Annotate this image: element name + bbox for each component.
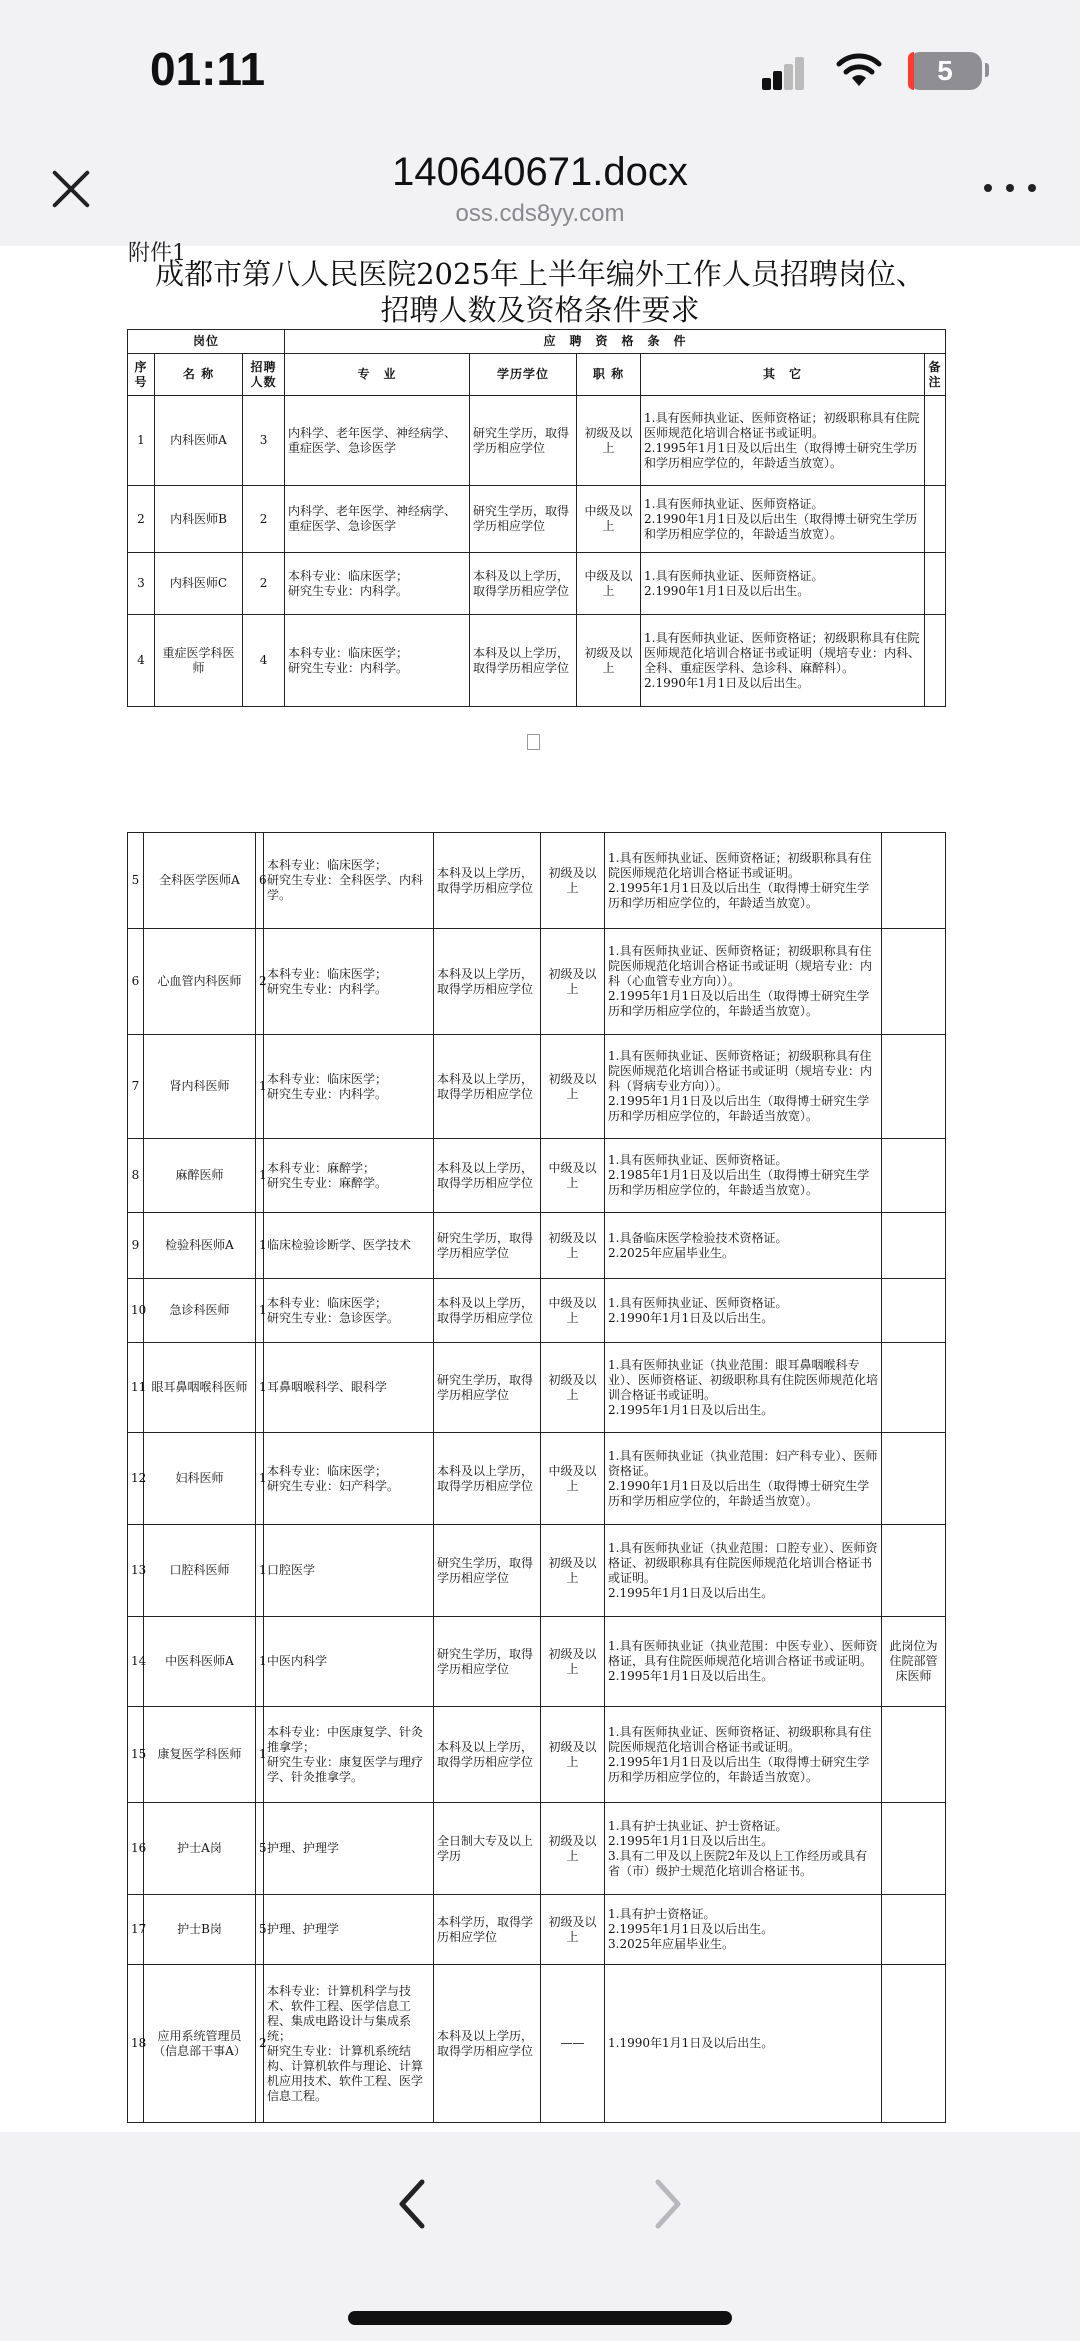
cell-other: 1.具有医师执业证（执业范围：眼耳鼻咽喉科专业）、医师资格证、初级职称具有住院医师规范化培训合格证书或证明。 2.1995年1月1日及以后出生。 xyxy=(605,1343,882,1433)
cell-remark xyxy=(882,1343,946,1433)
page-break-marker xyxy=(527,734,540,750)
cell-num: 1 xyxy=(256,1525,264,1617)
cell-major: 本科专业：临床医学； 研究生专业：内科学。 xyxy=(264,1035,434,1139)
cell-major: 本科专业：计算机科学与技术、软件工程、医学信息工程、集成电路设计与集成系统； 研究生专业：计算机系统结构、计算机软件与理论、计算机应用技术、软件工程、医学信息工程。 xyxy=(264,1965,434,2123)
cell-num: 2 xyxy=(256,929,264,1035)
cell-remark xyxy=(882,1213,946,1279)
cell-edu: 研究生学历，取得学历相应学位 xyxy=(434,1343,541,1433)
cell-no: 11 xyxy=(128,1343,144,1433)
cell-remark xyxy=(925,553,946,615)
table-row xyxy=(128,1525,946,1617)
cell-num: 1 xyxy=(256,1433,264,1525)
home-indicator xyxy=(348,2311,732,2325)
cell-num: 4 xyxy=(243,615,285,707)
cell-other: 1.具有医师执业证（执业范围：中医专业）、医师资格证，具有住院医师规范化培训合格证书或证明。 2.1995年1月1日及以后出生。 xyxy=(605,1617,882,1707)
cell-major: 本科专业：临床医学； 研究生专业：全科医学、内科学。 xyxy=(264,833,434,929)
table-row xyxy=(128,615,946,707)
header-major: 专 业 xyxy=(285,354,470,396)
cell-major: 内科学、老年医学、神经病学、重症医学、急诊医学 xyxy=(285,396,470,486)
cell-remark xyxy=(925,615,946,707)
table-row xyxy=(128,1139,946,1213)
cell-num: 6 xyxy=(256,833,264,929)
cell-other: 1.具有医师执业证、医师资格证。 2.1990年1月1日及以后出生。 xyxy=(641,553,925,615)
cell-no: 7 xyxy=(128,1035,144,1139)
cellular-signal-icon xyxy=(762,56,806,90)
cell-major: 耳鼻咽喉科学、眼科学 xyxy=(264,1343,434,1433)
cell-title: 初级及以上 xyxy=(577,396,641,486)
cell-no: 17 xyxy=(128,1895,144,1965)
header-no: 序号 xyxy=(128,354,155,396)
cell-major: 临床检验诊断学、医学技术 xyxy=(264,1213,434,1279)
table-row xyxy=(128,1803,946,1895)
status-time: 01:11 xyxy=(150,43,266,95)
table-row xyxy=(128,1343,946,1433)
header-other: 其 它 xyxy=(641,354,925,396)
header-num: 招聘人数 xyxy=(243,354,285,396)
cell-other: 1.具有医师执业证、医师资格证；初级职称具有住院医师规范化培训合格证书或证明。 2.1995年1月1日及以后出生（取得博士研究生学历和学历相应学位的，年龄适当放宽）。 xyxy=(605,833,882,929)
cell-num: 1 xyxy=(256,1213,264,1279)
cell-num: 1 xyxy=(256,1139,264,1213)
cell-edu: 本科及以上学历，取得学历相应学位 xyxy=(470,615,577,707)
cell-remark xyxy=(882,1707,946,1803)
browser-nav-bar xyxy=(0,150,1080,247)
cell-no: 1 xyxy=(128,396,155,486)
cell-title: 初级及以上 xyxy=(541,1895,605,1965)
cell-num: 1 xyxy=(256,1707,264,1803)
cell-title: 初级及以上 xyxy=(541,1617,605,1707)
back-arrow-icon[interactable] xyxy=(392,2174,432,2234)
cell-num: 5 xyxy=(256,1803,264,1895)
cell-name: 肾内科医师 xyxy=(144,1035,256,1139)
heading-line-2: 招聘人数及资格条件要求 xyxy=(380,293,700,327)
cell-no: 15 xyxy=(128,1707,144,1803)
cell-num: 2 xyxy=(243,486,285,553)
cell-major: 本科专业：中医康复学、针灸推拿学； 研究生专业：康复医学与理疗学、针灸推拿学。 xyxy=(264,1707,434,1803)
battery-icon: 5 xyxy=(908,52,982,90)
cell-other: 1.具有医师执业证（执业范围：口腔专业）、医师资格证、初级职称具有住院医师规范化培训合格证书或证明。 2.1995年1月1日及以后出生。 xyxy=(605,1525,882,1617)
cell-edu: 研究生学历，取得学历相应学位 xyxy=(470,486,577,553)
table-row xyxy=(128,1433,946,1525)
table-row xyxy=(128,1617,946,1707)
cell-no: 13 xyxy=(128,1525,144,1617)
cell-major: 护理、护理学 xyxy=(264,1803,434,1895)
cell-edu: 本科及以上学历，取得学历相应学位 xyxy=(434,1279,541,1343)
cell-remark xyxy=(882,1525,946,1617)
cell-other: 1.具有医师执业证、医师资格证。 2.1990年1月1日及以后出生。 xyxy=(605,1279,882,1343)
cell-remark xyxy=(882,1139,946,1213)
cell-name: 应用系统管理员（信息部干事A） xyxy=(144,1965,256,2123)
document-url: oss.cds8yy.com xyxy=(455,200,625,227)
cell-no: 5 xyxy=(128,833,144,929)
cell-major: 内科学、老年医学、神经病学、重症医学、急诊医学 xyxy=(285,486,470,553)
cell-name: 内科医师C xyxy=(155,553,243,615)
cell-major: 本科专业：临床医学； 研究生专业：内科学。 xyxy=(285,615,470,707)
recruitment-table-page-2 xyxy=(127,832,946,2123)
cell-edu: 本科及以上学历，取得学历相应学位 xyxy=(470,553,577,615)
cell-major: 中医内科学 xyxy=(264,1617,434,1707)
table-row xyxy=(128,553,946,615)
cell-other: 1.1990年1月1日及以后出生。 xyxy=(605,1965,882,2123)
cell-remark xyxy=(882,1279,946,1343)
cell-title: 初级及以上 xyxy=(541,929,605,1035)
cell-remark xyxy=(882,833,946,929)
cell-remark xyxy=(882,929,946,1035)
table-row xyxy=(128,1965,946,2123)
cell-edu: 研究生学历，取得学历相应学位 xyxy=(434,1525,541,1617)
cell-title: 初级及以上 xyxy=(541,1525,605,1617)
cell-title: 中级及以上 xyxy=(541,1433,605,1525)
cell-no: 10 xyxy=(128,1279,144,1343)
header-title: 职 称 xyxy=(577,354,641,396)
cell-no: 4 xyxy=(128,615,155,707)
status-bar xyxy=(0,0,1080,150)
cell-major: 本科专业：临床医学； 研究生专业：内科学。 xyxy=(285,553,470,615)
table-row xyxy=(128,396,946,486)
document-heading xyxy=(0,256,1080,328)
cell-num: 1 xyxy=(256,1279,264,1343)
header-name: 名 称 xyxy=(155,354,243,396)
header-edu: 学历学位 xyxy=(470,354,577,396)
bottom-toolbar xyxy=(0,2132,1080,2341)
cell-num: 5 xyxy=(256,1895,264,1965)
cell-remark xyxy=(882,1035,946,1139)
cell-title: 初级及以上 xyxy=(577,615,641,707)
cell-num: 1 xyxy=(256,1035,264,1139)
cell-num: 2 xyxy=(256,1965,264,2123)
cell-remark: 此岗位为住院部管床医师 xyxy=(882,1617,946,1707)
cell-edu: 本科及以上学历，取得学历相应学位 xyxy=(434,1139,541,1213)
table-row xyxy=(128,1213,946,1279)
cell-name: 康复医学科医师 xyxy=(144,1707,256,1803)
cell-name: 急诊科医师 xyxy=(144,1279,256,1343)
cell-edu: 本科及以上学历，取得学历相应学位 xyxy=(434,1035,541,1139)
cell-other: 1.具有医师执业证、医师资格证。 2.1990年1月1日及以后出生（取得博士研究生学历和学历相应学位的，年龄适当放宽）。 xyxy=(641,486,925,553)
cell-major: 口腔医学 xyxy=(264,1525,434,1617)
cell-name: 全科医学医师A xyxy=(144,833,256,929)
cell-title: 中级及以上 xyxy=(577,553,641,615)
table-row xyxy=(128,1895,946,1965)
cell-no: 9 xyxy=(128,1213,144,1279)
cell-title: 初级及以上 xyxy=(541,1707,605,1803)
cell-no: 16 xyxy=(128,1803,144,1895)
cell-edu: 本科学历，取得学历相应学位 xyxy=(434,1895,541,1965)
cell-edu: 研究生学历，取得学历相应学位 xyxy=(434,1617,541,1707)
header-conditions: 应 聘 资 格 条 件 xyxy=(285,330,946,354)
table-row xyxy=(128,486,946,553)
cell-name: 内科医师A xyxy=(155,396,243,486)
cell-remark xyxy=(882,1433,946,1525)
document-title: 140640671.docx xyxy=(392,150,688,194)
cell-edu: 本科及以上学历，取得学历相应学位 xyxy=(434,833,541,929)
cell-name: 眼耳鼻咽喉科医师 xyxy=(144,1343,256,1433)
table-row xyxy=(128,929,946,1035)
cell-name: 护士B岗 xyxy=(144,1895,256,1965)
cell-name: 口腔科医师 xyxy=(144,1525,256,1617)
cell-other: 1.具有医师执业证（执业范围：妇产科专业）、医师资格证。 2.1990年1月1日及以后出生（取得博士研究生学历和学历相应学位的，年龄适当放宽）。 xyxy=(605,1433,882,1525)
cell-num: 1 xyxy=(256,1617,264,1707)
table-row xyxy=(128,1035,946,1139)
cell-title: —— xyxy=(541,1965,605,2123)
cell-edu: 全日制大专及以上学历 xyxy=(434,1803,541,1895)
cell-title: 初级及以上 xyxy=(541,1035,605,1139)
cell-other: 1.具有医师执业证、医师资格证、初级职称具有住院医师规范化培训合格证书或证明。 2.1995年1月1日及以后出生（取得博士研究生学历和学历相应学位的，年龄适当放宽）。 xyxy=(605,1707,882,1803)
cell-name: 心血管内科医师 xyxy=(144,929,256,1035)
header-remark: 备注 xyxy=(925,354,946,396)
cell-title: 初级及以上 xyxy=(541,833,605,929)
cell-major: 本科专业：临床医学； 研究生专业：内科学。 xyxy=(264,929,434,1035)
cell-name: 麻醉医师 xyxy=(144,1139,256,1213)
cell-other: 1.具有医师执业证、医师资格证；初级职称具有住院医师规范化培训合格证书或证明（规培专业：内科（肾病专业方向））。 2.1995年1月1日及以后出生（取得博士研究生学历和学历相应学位的，年龄适当放宽）。 xyxy=(605,1035,882,1139)
cell-title: 中级及以上 xyxy=(577,486,641,553)
cell-major: 本科专业：临床医学； 研究生专业：急诊医学。 xyxy=(264,1279,434,1343)
cell-other: 1.具备临床医学检验技术资格证。 2.2025年应届毕业生。 xyxy=(605,1213,882,1279)
cell-remark xyxy=(882,1803,946,1895)
cell-no: 3 xyxy=(128,553,155,615)
cell-edu: 本科及以上学历，取得学历相应学位 xyxy=(434,1433,541,1525)
recruitment-table-page-1 xyxy=(127,329,946,707)
cell-remark xyxy=(882,1895,946,1965)
cell-num: 1 xyxy=(256,1343,264,1433)
cell-other: 1.具有医师执业证、医师资格证；初级职称具有住院医师规范化培训合格证书或证明（规培专业：内科（心血管专业方向））。 2.1995年1月1日及以后出生（取得博士研究生学历和学历相应学位的，年龄适当放宽）。 xyxy=(605,929,882,1035)
cell-other: 1.具有医师执业证、医师资格证。 2.1985年1月1日及以后出生（取得博士研究生学历和学历相应学位的，年龄适当放宽）。 xyxy=(605,1139,882,1213)
heading-line-1: 成都市第八人民医院2025年上半年编外工作人员招聘岗位、 xyxy=(155,257,925,291)
cell-edu: 研究生学历，取得学历相应学位 xyxy=(434,1213,541,1279)
cell-major: 护理、护理学 xyxy=(264,1895,434,1965)
cell-name: 护士A岗 xyxy=(144,1803,256,1895)
document-view[interactable] xyxy=(0,241,1080,2132)
attachment-label: 附件1 xyxy=(128,241,186,266)
forward-arrow-icon[interactable] xyxy=(648,2174,688,2234)
cell-other: 1.具有医师执业证、医师资格证；初级职称具有住院医师规范化培训合格证书或证明。 2.1995年1月1日及以后出生（取得博士研究生学历和学历相应学位的，年龄适当放宽）。 xyxy=(641,396,925,486)
cell-no: 12 xyxy=(128,1433,144,1525)
cell-other: 1.具有护士执业证、护士资格证。 2.1995年1月1日及以后出生。 3.具有二甲及以上医院2年及以上工作经历或具有省（市）级护士规范化培训合格证书。 xyxy=(605,1803,882,1895)
cell-name: 重症医学科医师 xyxy=(155,615,243,707)
cell-edu: 本科及以上学历，取得学历相应学位 xyxy=(434,1965,541,2123)
battery-tip xyxy=(985,63,989,77)
cell-num: 2 xyxy=(243,553,285,615)
cell-title: 中级及以上 xyxy=(541,1139,605,1213)
cell-num: 3 xyxy=(243,396,285,486)
cell-edu: 本科及以上学历，取得学历相应学位 xyxy=(434,1707,541,1803)
table-row xyxy=(128,1707,946,1803)
cell-major: 本科专业：临床医学； 研究生专业：妇产科学。 xyxy=(264,1433,434,1525)
cell-title: 初级及以上 xyxy=(541,1213,605,1279)
cell-no: 18 xyxy=(128,1965,144,2123)
cell-edu: 研究生学历，取得学历相应学位 xyxy=(470,396,577,486)
cell-remark xyxy=(925,486,946,553)
cell-title: 中级及以上 xyxy=(541,1279,605,1343)
cell-no: 6 xyxy=(128,929,144,1035)
table-row xyxy=(128,833,946,929)
cell-no: 8 xyxy=(128,1139,144,1213)
cell-edu: 本科及以上学历，取得学历相应学位 xyxy=(434,929,541,1035)
cell-other: 1.具有医师执业证、医师资格证；初级职称具有住院医师规范化培训合格证书或证明（规培专业：内科、全科、重症医学科、急诊科、麻醉科）。 2.1990年1月1日及以后出生。 xyxy=(641,615,925,707)
cell-no: 14 xyxy=(128,1617,144,1707)
header-post: 岗位 xyxy=(128,330,285,354)
table-row xyxy=(128,1279,946,1343)
cell-title: 初级及以上 xyxy=(541,1343,605,1433)
more-options-icon[interactable] xyxy=(980,178,1040,198)
cell-other: 1.具有护士资格证。 2.1995年1月1日及以后出生。 3.2025年应届毕业生。 xyxy=(605,1895,882,1965)
cell-name: 内科医师B xyxy=(155,486,243,553)
cell-no: 2 xyxy=(128,486,155,553)
cell-title: 初级及以上 xyxy=(541,1803,605,1895)
cell-major: 本科专业：麻醉学； 研究生专业：麻醉学。 xyxy=(264,1139,434,1213)
wifi-icon xyxy=(836,52,882,88)
cell-name: 中医科医师A xyxy=(144,1617,256,1707)
cell-remark xyxy=(925,396,946,486)
cell-remark xyxy=(882,1965,946,2123)
cell-name: 检验科医师A xyxy=(144,1213,256,1279)
cell-name: 妇科医师 xyxy=(144,1433,256,1525)
